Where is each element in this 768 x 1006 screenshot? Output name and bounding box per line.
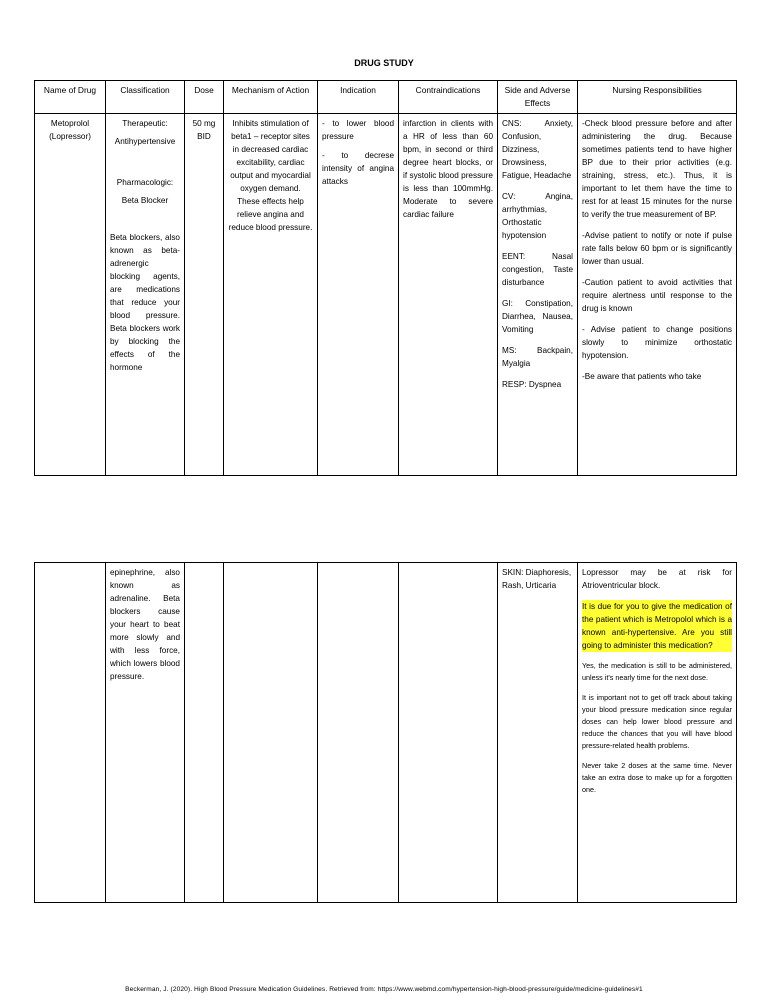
side-effects-cell [498,114,578,476]
header-classification: Classification [106,81,185,114]
pharmacologic-label: Pharmacologic: [116,178,174,187]
drug-study-table-continued [34,562,737,903]
mechanism-cell [224,114,318,476]
classification-description: Beta blockers, also known as beta-adrenergic blocking agents, are medications that reduce your blood pressure. Beta blockers work by blocking the effects of the hormone [110,233,180,372]
dose-cell [185,114,224,476]
pharmacologic-value: Beta Blocker [121,196,169,205]
indication-cell [318,563,399,903]
side-effect-skin: SKIN: Diaphoresis, Rash, Urticaria [502,568,572,590]
indication-cell [318,114,399,476]
nursing-cell [578,114,737,476]
side-effect-gi: GI: Constipation, Diarrhea, Nausea, Vomiting [502,299,573,334]
table-row [35,114,737,476]
header-side-effects: Side and Adverse Effects [498,81,578,114]
dose-value: 50 mg BID [192,119,216,141]
side-effects-cell [498,563,578,903]
highlighted-question: It is due for you to give the medication of the patient which is Metropolol which is a known anti-hypertensive. Are you still going to administer this medication? [582,602,732,650]
side-effect-cns: CNS: Anxiety, Confusion, Dizziness, Drowsiness, Fatigue, Headache [502,119,573,180]
drug-name-cell [35,563,106,903]
table-row [35,563,737,903]
header-name: Name of Drug [35,81,106,114]
nursing-item: -Advise patient to notify or note if pulse rate falls below 60 bpm or is significantly lower than usual. [582,231,732,266]
answer-paragraph: Never take 2 doses at the same time. Never take an extra dose to make up for a forgotten one. [582,761,732,794]
mechanism-text: Inhibits stimulation of beta1 – receptor sites in decreased cardiac excitability, cardiac output and myocardial oxygen demand. These effects help relieve angina and reduce blood pressure. [228,119,313,232]
header-nursing: Nursing Responsibilities [578,81,737,114]
classification-cell [106,114,185,476]
indication-item: - to lower blood pressure [322,119,394,141]
side-effect-resp: RESP: Dyspnea [502,380,562,389]
therapeutic-label: Therapeutic: [122,119,168,128]
classification-description: epinephrine, also known as adrenaline. Beta blockers cause your heart to beat more slowly and with less force, which lowers blood pressure. [110,568,180,681]
nursing-item: - Advise patient to change positions slowly to minimize orthostatic hypotension. [582,325,732,360]
reference-citation: Beckerman, J. (2020). High Blood Pressure Medication Guidelines. Retrieved from: https://www.webmd.com/hypertension-high-blood-pressure/guide/medicine-guidelines#1 [125,986,643,993]
side-effect-ms: MS: Backpain, Myalgia [502,346,573,368]
header-contraindications: Contraindications [399,81,498,114]
contraindications-cell [399,563,498,903]
drug-name-cell [35,114,106,476]
nursing-item: -Be aware that patients who take [582,372,702,381]
nursing-item: -Caution patient to avoid activities that require alertness until response to the drug is known [582,278,732,313]
contraindications-text: infarction in clients with a HR of less than 60 bpm, in second or third degree heart blocks, or if systolic blood pressure is less than 100mmHg. Moderate to severe cardiac failure [403,119,493,219]
side-effect-eent: EENT: Nasal congestion, Taste disturbance [502,252,573,287]
dose-cell [185,563,224,903]
header-mechanism: Mechanism of Action [224,81,318,114]
document-title: DRUG STUDY [354,58,414,68]
nursing-cell [578,563,737,903]
drug-study-table [34,80,737,476]
indication-item: - to decrese intensity of angina attacks [322,151,394,186]
classification-cell [106,563,185,903]
nursing-item: -Check blood pressure before and after administering the drug. Because sometimes patients tend to have higher BP due to their prior activities (e.g. straining, stress, etc.). Thus, it is important to let them have the time to rest for at least 15 minutes for the nurse to verify the true measurement of BP. [582,119,732,219]
header-dose: Dose [185,81,224,114]
header-indication: Indication [318,81,399,114]
answer-paragraph: It is important not to get off track about taking your blood pressure medication since regular doses can help lower blood pressure and reduce the chances that you will have blood pressure-related health problems. [582,693,732,750]
contraindications-cell [399,114,498,476]
table-header-row [35,81,737,114]
answer-paragraph: Yes, the medication is still to be administered, unless it's nearly time for the next dose. [582,661,732,682]
therapeutic-value: Antihypertensive [114,137,176,146]
side-effect-cv: CV: Angina, arrhythmias, Orthostatic hypotension [502,192,573,240]
drug-name: Metoprolol (Lopressor) [49,119,91,141]
nursing-item: Lopressor may be at risk for Atrioventricular block. [582,568,732,590]
mechanism-cell [224,563,318,903]
